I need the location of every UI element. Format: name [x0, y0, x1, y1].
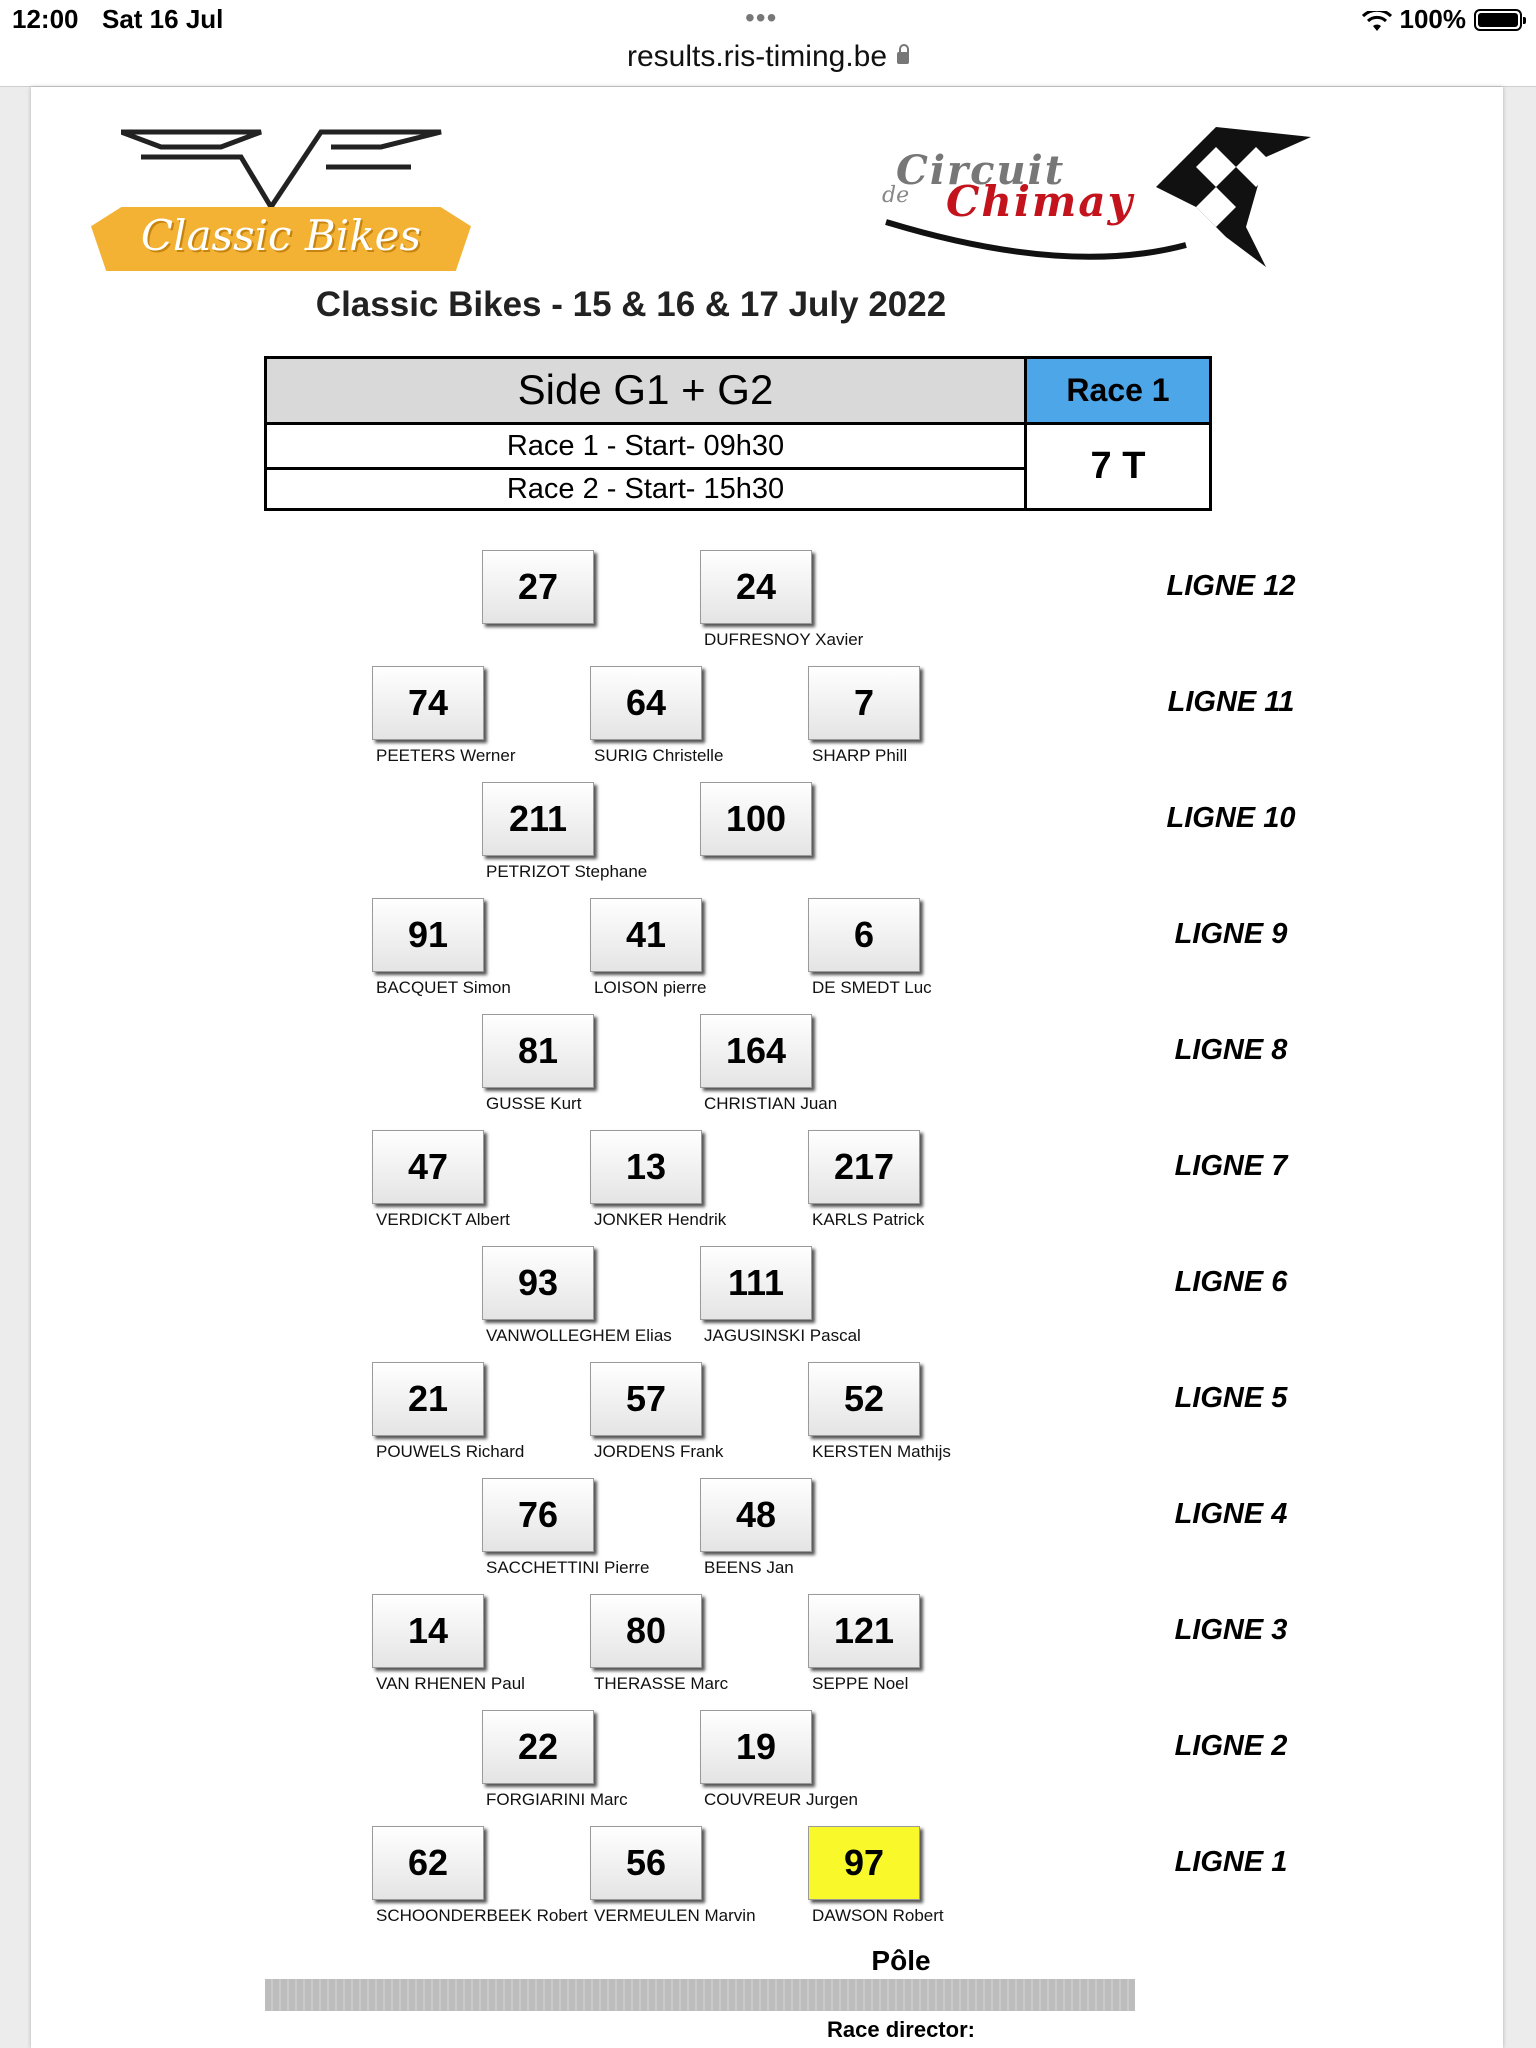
rider-name: DUFRESNOY Xavier: [704, 630, 864, 649]
pole-line-bar: [265, 1979, 1135, 2011]
rider-name: JORDENS Frank: [594, 1442, 724, 1461]
rider-name: SCHOONDERBEEK Robert: [376, 1906, 588, 1925]
grid-slot: [700, 1478, 816, 1578]
rider-name: SURIG Christelle: [594, 746, 724, 765]
rider-number: 56: [590, 1826, 702, 1900]
grid-slot: [700, 1710, 858, 1810]
rider-number: 14: [372, 1594, 484, 1668]
grid-slot: [590, 1362, 724, 1462]
grid-row: [31, 1478, 1503, 1588]
grid-slot: [700, 782, 816, 882]
grid-row: [31, 782, 1503, 892]
grid-line-label: LIGNE 6: [1174, 1266, 1288, 1298]
grid-slot: [590, 1826, 756, 1926]
rider-name: JAGUSINSKI Pascal: [704, 1326, 861, 1345]
grid-row: [31, 1246, 1503, 1356]
rider-number: 111: [700, 1246, 812, 1320]
grid-slot: [482, 782, 648, 882]
rider-name: THERASSE Marc: [594, 1674, 729, 1693]
grid-slot: [590, 898, 706, 998]
grid-row: [31, 898, 1503, 1008]
rider-number: 62: [372, 1826, 484, 1900]
grid-line-label: LIGNE 7: [1174, 1150, 1288, 1182]
rider-name: KARLS Patrick: [812, 1210, 925, 1229]
rider-number: 91: [372, 898, 484, 972]
document-page: [31, 87, 1503, 2048]
rider-name: SHARP Phill: [812, 746, 908, 765]
grid-line-label: LIGNE 12: [1166, 570, 1296, 602]
logo-chimay-text: Chimay: [946, 177, 1134, 226]
rider-number: 48: [700, 1478, 812, 1552]
status-indicators: [1362, 4, 1523, 35]
rider-number: 217: [808, 1130, 920, 1204]
grid-slot: [372, 666, 516, 766]
rider-name: JONKER Hendrik: [594, 1210, 727, 1229]
rider-name: PETRIZOT Stephane: [486, 862, 648, 881]
grid-slot: [808, 1362, 951, 1462]
grid-slot: [700, 1246, 861, 1346]
grid-slot: [372, 1594, 525, 1694]
rider-number: 21: [372, 1362, 484, 1436]
rider-name: COUVREUR Jurgen: [704, 1790, 858, 1809]
rider-number: 57: [590, 1362, 702, 1436]
grid-line-label: LIGNE 3: [1174, 1614, 1288, 1646]
logo-circuit-text: Circuit: [896, 147, 1066, 194]
grid-slot: [372, 898, 511, 998]
rider-name: SACCHETTINI Pierre: [486, 1558, 650, 1577]
rider-number: 93: [482, 1246, 594, 1320]
grid-row: [31, 1826, 1503, 1936]
race-header-table: [264, 356, 1212, 511]
classic-bikes-logo: [71, 127, 491, 297]
rider-number: 64: [590, 666, 702, 740]
grid-slot: [372, 1362, 525, 1462]
battery-percent: 100%: [1399, 4, 1466, 34]
grid-slot: [482, 550, 598, 650]
rider-name: POUWELS Richard: [376, 1442, 525, 1461]
url-text: results.ris-timing.be: [626, 40, 888, 73]
grid-line-label: LIGNE 9: [1174, 918, 1288, 950]
rider-number: 74: [372, 666, 484, 740]
rider-name: CHRISTIAN Juan: [704, 1094, 838, 1113]
grid-slot: [482, 1246, 672, 1346]
event-title: Classic Bikes - 15 & 16 & 17 July 2022: [315, 285, 947, 324]
grid-slot: [808, 1594, 924, 1694]
rider-name: VERDICKT Albert: [376, 1210, 510, 1229]
grid-slot: [482, 1710, 628, 1810]
grid-slot: [590, 666, 724, 766]
grid-line-label: LIGNE 8: [1174, 1034, 1288, 1066]
rider-name: BEENS Jan: [704, 1558, 794, 1577]
grid-line-label: LIGNE 5: [1174, 1382, 1288, 1414]
grid-slot: [808, 898, 932, 998]
rider-number: 100: [700, 782, 812, 856]
rider-name: VANWOLLEGHEM Elias: [486, 1326, 672, 1345]
rider-number: 211: [482, 782, 594, 856]
logo-de-text: de: [882, 183, 910, 208]
grid-slot: [482, 1014, 598, 1114]
rider-number: 52: [808, 1362, 920, 1436]
grid-row: [31, 666, 1503, 776]
grid-line-label: LIGNE 4: [1174, 1498, 1288, 1530]
grid-slot: [700, 1014, 838, 1114]
rider-name: GUSSE Kurt: [486, 1094, 582, 1113]
race-director-label: Race director:: [827, 2017, 975, 2042]
grid-slot: [808, 666, 924, 766]
grid-slot: [482, 1478, 650, 1578]
grid-slot: [372, 1826, 588, 1926]
rider-number: 81: [482, 1014, 594, 1088]
logo-banner-text: Classic Bikes: [140, 211, 422, 260]
class-name: Side G1 + G2: [267, 359, 1027, 425]
grid-slot: [808, 1130, 924, 1230]
race1-start: Race 1 - Start- 09h30: [267, 425, 1027, 470]
pole-label: Pôle: [871, 1945, 931, 1976]
grid-line-label: LIGNE 10: [1166, 802, 1296, 834]
rider-number: 13: [590, 1130, 702, 1204]
rider-number: 19: [700, 1710, 812, 1784]
browser-status-bar: [0, 0, 1536, 87]
rider-number: 24: [700, 550, 812, 624]
race2-start: Race 2 - Start- 15h30: [267, 470, 1027, 508]
grid-line-label: LIGNE 2: [1174, 1730, 1288, 1762]
rider-number: 121: [808, 1594, 920, 1668]
lock-icon: [897, 52, 909, 64]
address-bar[interactable]: [0, 40, 1536, 74]
date: Sat 16 Jul: [102, 4, 224, 34]
race-label: Race 1: [1027, 359, 1209, 425]
grid-row: [31, 550, 1503, 660]
rider-number: 41: [590, 898, 702, 972]
grid-line-label: LIGNE 11: [1167, 686, 1295, 718]
rider-name: SEPPE Noel: [812, 1674, 909, 1693]
grid-line-label: LIGNE 1: [1174, 1846, 1288, 1878]
battery-icon: [1474, 9, 1522, 31]
grid-row: [31, 1362, 1503, 1472]
rider-name: VAN RHENEN Paul: [376, 1674, 525, 1693]
grid-row: [31, 1594, 1503, 1704]
rider-name: BACQUET Simon: [376, 978, 511, 997]
rider-number: 27: [482, 550, 594, 624]
grid-slot: [590, 1594, 729, 1694]
rider-name: KERSTEN Mathijs: [812, 1442, 951, 1461]
grid-slot: [590, 1130, 727, 1230]
pole-position-number: 97: [808, 1826, 920, 1900]
rider-number: 80: [590, 1594, 702, 1668]
rider-number: 47: [372, 1130, 484, 1204]
rider-name: FORGIARINI Marc: [486, 1790, 628, 1809]
rider-number: 7: [808, 666, 920, 740]
rider-name: DE SMEDT Luc: [812, 978, 932, 997]
grid-row: [31, 1130, 1503, 1240]
grid-slot: [808, 1826, 944, 1926]
rider-number: 76: [482, 1478, 594, 1552]
rider-name: VERMEULEN Marvin: [594, 1906, 756, 1925]
grid-slot: [700, 550, 864, 650]
rider-number: 164: [700, 1014, 812, 1088]
rider-name: PEETERS Werner: [376, 746, 516, 765]
grid-row: [31, 1710, 1503, 1820]
wifi-icon: [1362, 9, 1392, 31]
rider-number: 6: [808, 898, 920, 972]
wing-swoosh-icon: [121, 127, 451, 217]
grid-row: [31, 1014, 1503, 1124]
rider-name: LOISON pierre: [594, 978, 707, 997]
rider-number: 22: [482, 1710, 594, 1784]
circuit-de-chimay-logo: [866, 127, 1346, 287]
laps-count: 7 T: [1090, 445, 1146, 487]
clock: 12:00: [12, 4, 79, 34]
more-dots-icon[interactable]: •••: [745, 2, 778, 33]
grid-slot: [372, 1130, 510, 1230]
rider-name: DAWSON Robert: [812, 1906, 944, 1925]
